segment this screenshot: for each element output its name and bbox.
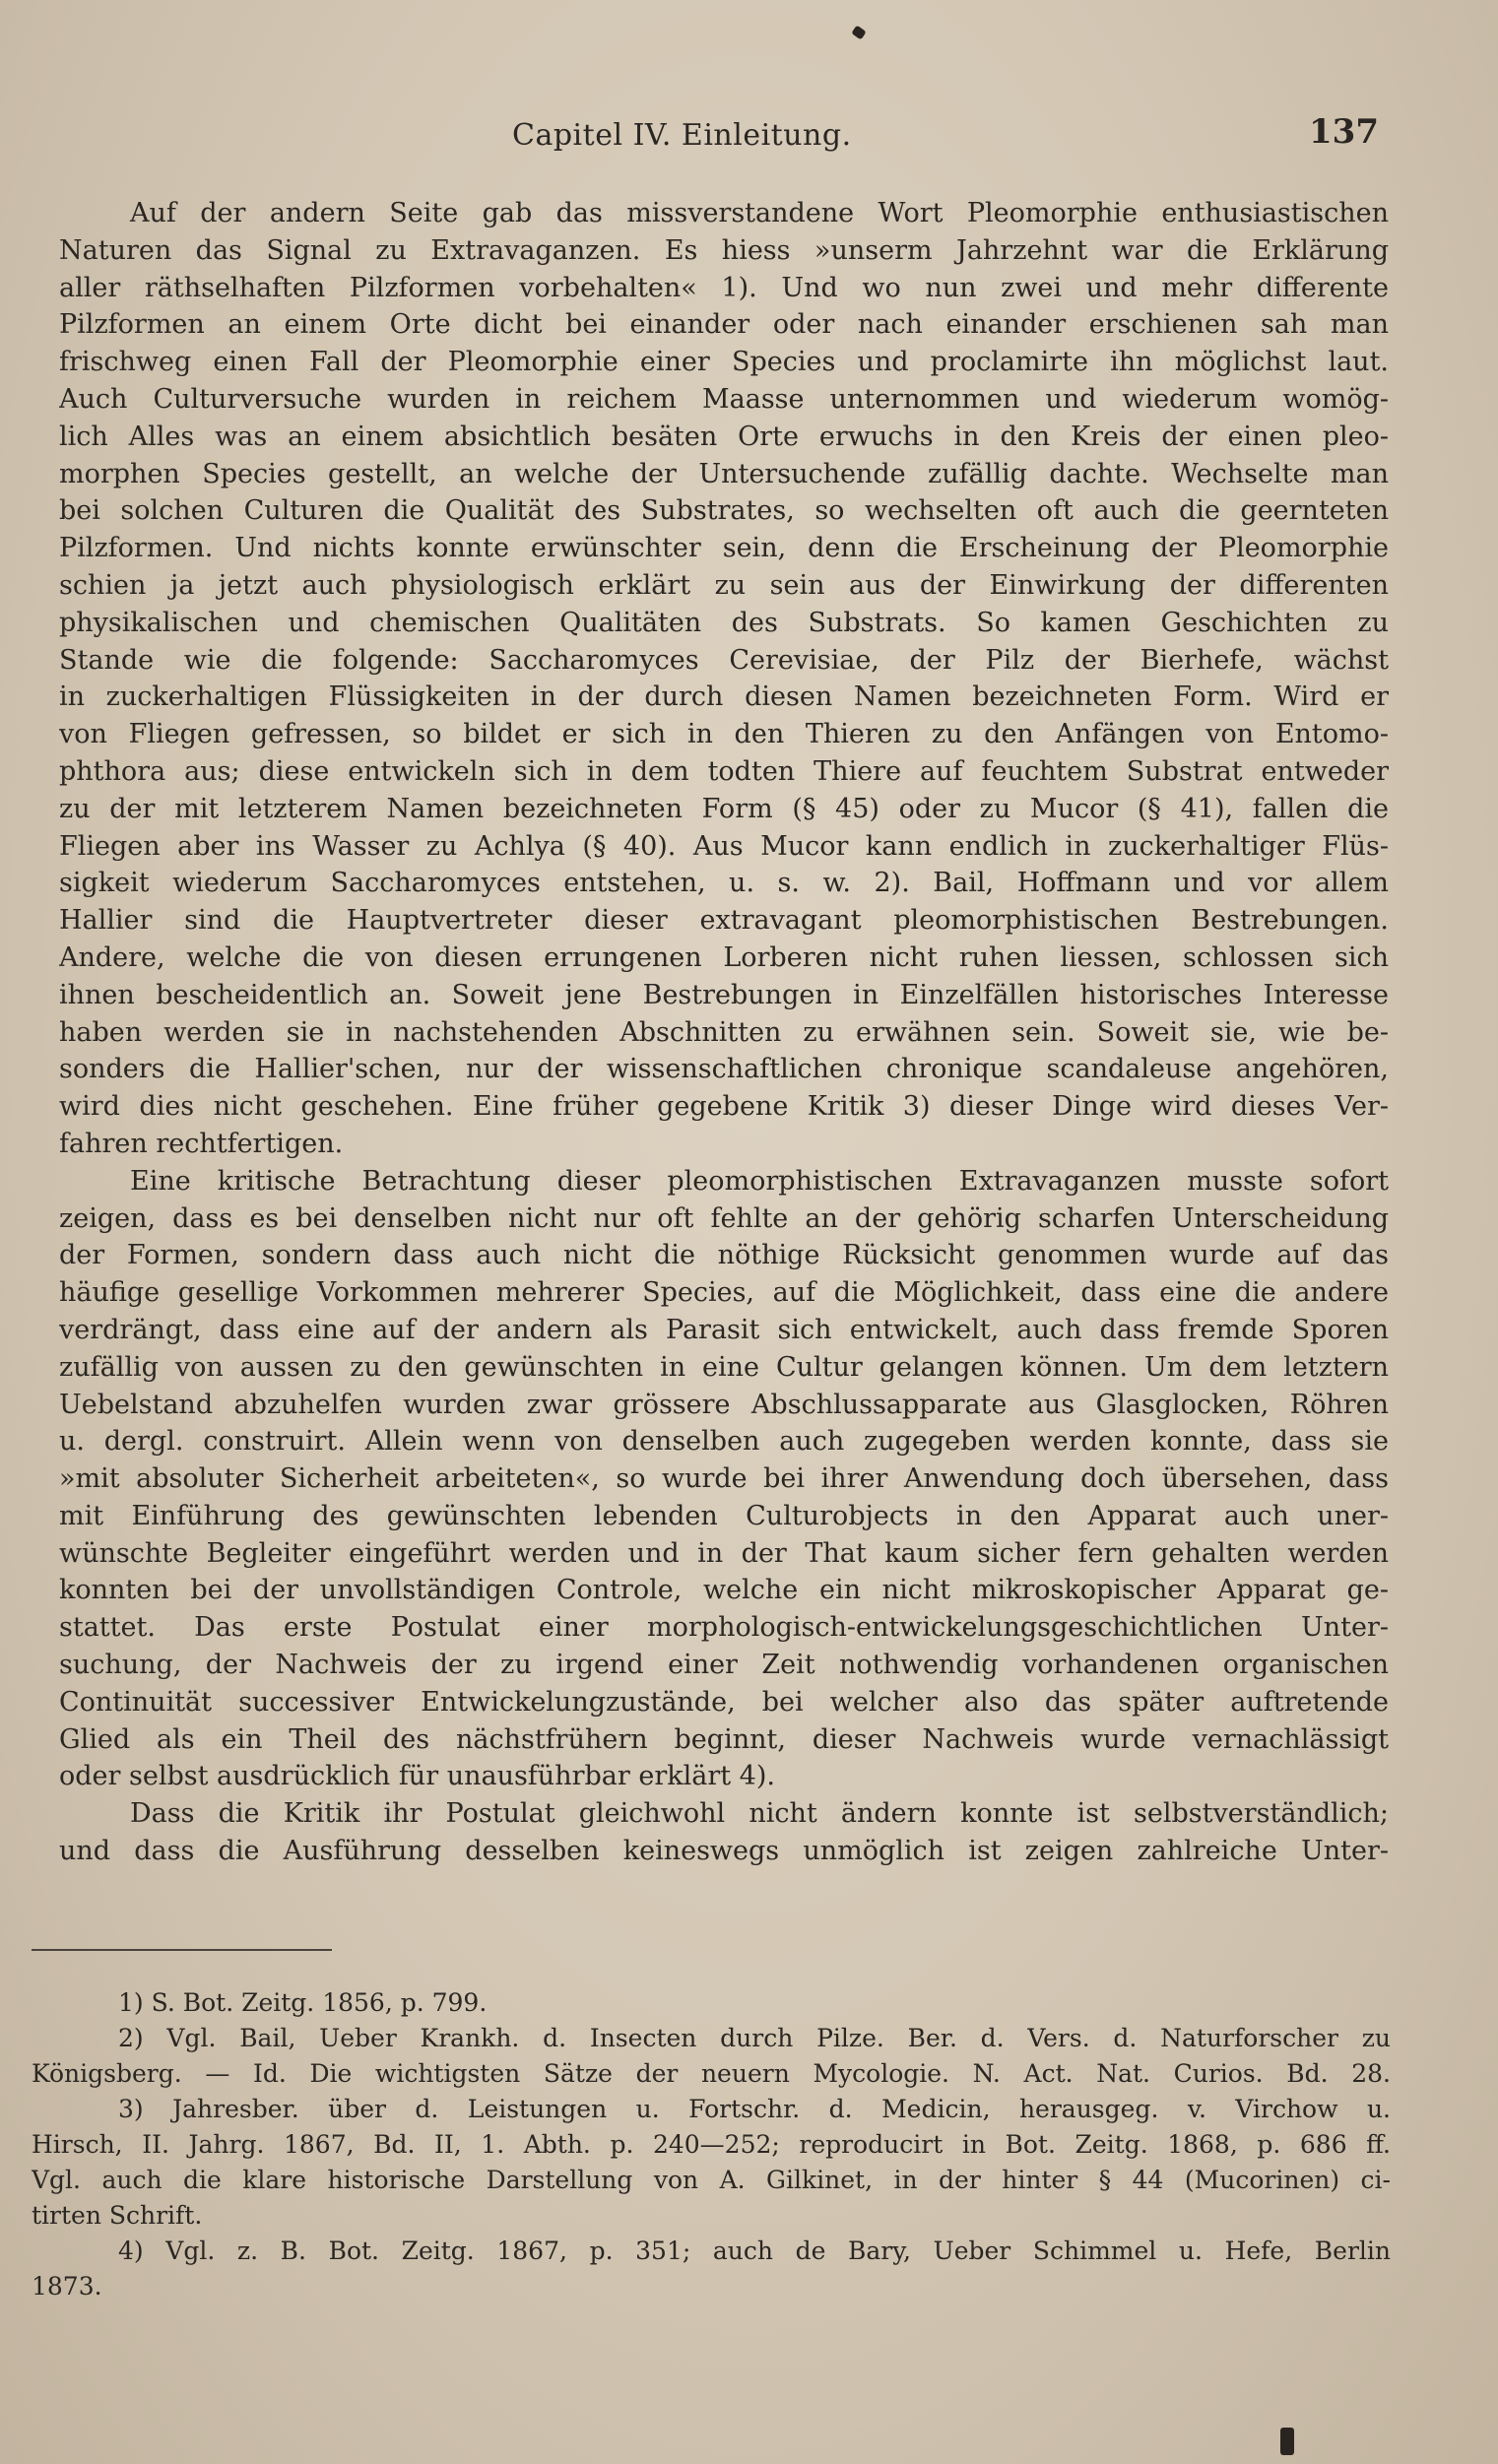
text-line: in zuckerhaltigen Flüssigkeiten in der durch diesen Namen bezeichneten Form. Wird er [59, 681, 1389, 713]
text-line: haben werden sie in nachstehenden Abschnitten zu erwähnen sein. Soweit sie, wie be- [59, 1016, 1389, 1048]
text-line: schien ja jetzt auch physiologisch erklärt zu sein aus der Einwirkung der differenten [59, 569, 1389, 601]
footnote-line: Hirsch, II. Jahrg. 1867, Bd. II, 1. Abth. p. 240—252; reproducirt in Bot. Zeitg. 1868, p. 686 ff. [32, 2130, 1391, 2159]
footnote-line: 1) S. Bot. Zeitg. 1856, p. 799. [118, 1988, 488, 2017]
text-line: suchung, der Nachweis der zu irgend einer Zeit nothwendig vorhandenen organischen [59, 1650, 1389, 1681]
text-line: ihnen bescheidentlich an. Soweit jene Bestrebungen in Einzelfällen historisches Interesse [59, 979, 1389, 1010]
text-line: u. dergl. construirt. Allein wenn von denselben auch zugegeben werden konnte, dass sie [59, 1426, 1389, 1458]
text-line: Pilzformen an einem Orte dicht bei einander oder nach einander erschienen sah man [59, 309, 1389, 341]
footnotes [32, 1985, 1391, 2304]
text-line: wird dies nicht geschehen. Eine früher gegebene Kritik 3) dieser Dinge wird dieses Ver- [59, 1091, 1389, 1123]
text-line: fahren rechtfertigen. [59, 1128, 344, 1159]
text-line: Andere, welche die von diesen errungenen Lorberen nicht ruhen liessen, schlossen sich [59, 941, 1389, 973]
text-line: wünschte Begleiter eingeführt werden und in der That kaum sicher fern gehalten werden [59, 1537, 1389, 1569]
text-line: der Formen, sondern dass auch nicht die nöthige Rücksicht genommen wurde auf das [59, 1240, 1389, 1271]
text-line: lich Alles was an einem absichtlich besäten Orte erwuchs in den Kreis der einen pleo- [59, 421, 1389, 452]
text-line: zeigen, dass es bei denselben nicht nur oft fehlte an der gehörig scharfen Unterscheidung [59, 1202, 1389, 1234]
text-line: Auf der andern Seite gab das missverstandene Wort Pleomorphie enthusiastischen [130, 198, 1389, 228]
text-line: morphen Species gestellt, an welche der Untersuchende zufällig dachte. Wechselte man [59, 458, 1389, 489]
text-line: mit Einführung des gewünschten lebenden Culturobjects in den Apparat auch uner- [59, 1500, 1389, 1531]
text-line: Fliegen aber ins Wasser zu Achlya (§ 40). Aus Mucor kann endlich in zuckerhaltiger Flüs- [59, 830, 1389, 862]
text-line: Continuität successiver Entwickelungzustände, bei welcher also das später auftretende [59, 1686, 1389, 1718]
text-line: von Fliegen gefressen, so bildet er sich in den Thieren zu den Anfängen von Entomo- [59, 719, 1389, 750]
ink-speck-top [851, 25, 867, 39]
text-line: sonders die Hallier'schen, nur der wissenschaftlichen chronique scandaleuse angehören, [59, 1054, 1389, 1085]
page-number: 137 [1309, 112, 1379, 152]
footnote-line: Vgl. auch die klare historische Darstellung von A. Gilkinet, in der hinter § 44 (Mucorinen) ci- [32, 2166, 1391, 2194]
footnote-line: Königsberg. — Id. Die wichtigsten Sätze der neuern Mycologie. N. Act. Nat. Curios. Bd. 28. [32, 2059, 1391, 2088]
text-line: Dass die Kritik ihr Postulat gleichwohl nicht ändern konnte ist selbstverständlich; [130, 1798, 1389, 1830]
footnote-line: 4) Vgl. z. B. Bot. Zeitg. 1867, p. 351; auch de Bary, Ueber Schimmel u. Hefe, Berlin [118, 2237, 1391, 2265]
text-line: Glied als ein Theil des nächstfrühern beginnt, dieser Nachweis wurde vernachlässigt [59, 1723, 1389, 1755]
footnote-line: tirten Schrift. [32, 2201, 203, 2230]
footnote-rule [32, 1949, 332, 1951]
footnote-line: 2) Vgl. Bail, Ueber Krankh. d. Insecten durch Pilze. Ber. d. Vers. d. Naturforscher zu [118, 2024, 1391, 2052]
text-line: Eine kritische Betrachtung dieser pleomorphistischen Extravaganzen musste sofort [130, 1165, 1389, 1197]
text-line: verdrängt, dass eine auf der andern als Parasit sich entwickelt, auch dass fremde Sporen [59, 1314, 1389, 1345]
page-header [59, 110, 1389, 160]
text-line: oder selbst ausdrücklich für unausführbar erklärt 4). [59, 1761, 775, 1792]
text-line: Stande wie die folgende: Saccharomyces Cerevisiae, der Pilz der Bierhefe, wächst [59, 644, 1389, 676]
text-line: sigkeit wiederum Saccharomyces entstehen, u. s. w. 2). Bail, Hoffmann und vor allem [59, 868, 1389, 899]
text-line: »mit absoluter Sicherheit arbeiteten«, so wurde bei ihrer Anwendung doch übersehen, dass [59, 1463, 1389, 1495]
text-line: konnten bei der unvollständigen Controle, welche ein nicht mikroskopischer Apparat ge- [59, 1575, 1389, 1606]
footnote-line: 3) Jahresber. über d. Leistungen u. Fortschr. d. Medicin, herausgeg. v. Virchow u. [118, 2095, 1391, 2123]
text-line: phthora aus; diese entwickeln sich in dem todten Thiere auf feuchtem Substrat entweder [59, 755, 1389, 787]
footnote-line: 1873. [32, 2272, 102, 2301]
ink-speck-bottom [1280, 2428, 1294, 2455]
text-line: Hallier sind die Hauptvertreter dieser extravagant pleomorphistischen Bestrebungen. [59, 905, 1389, 937]
text-line: aller räthselhaften Pilzformen vorbehalten« 1). Und wo nun zwei und mehr differente [59, 272, 1389, 303]
text-line: häufige gesellige Vorkommen mehrerer Species, auf die Möglichkeit, dass eine die andere [59, 1277, 1389, 1309]
text-line: physikalischen und chemischen Qualitäten des Substrats. So kamen Geschichten zu [59, 607, 1389, 638]
running-title: Capitel IV. Einleitung. [512, 118, 852, 153]
text-line: und dass die Ausführung desselben keineswegs unmöglich ist zeigen zahlreiche Unter- [59, 1836, 1389, 1867]
text-line: zu der mit letzterem Namen bezeichneten Form (§ 45) oder zu Mucor (§ 41), fallen die [59, 793, 1389, 824]
text-line: Naturen das Signal zu Extravaganzen. Es hiess »unserm Jahrzehnt war die Erklärung [59, 234, 1389, 266]
text-line: stattet. Das erste Postulat einer morphologisch-entwickelungsgeschichtlichen Unter- [59, 1612, 1389, 1644]
text-line: Auch Culturversuche wurden in reichem Maasse unternommen und wiederum womög- [59, 383, 1389, 415]
body-text [59, 195, 1389, 1870]
text-line: zufällig von aussen zu den gewünschten in eine Cultur gelangen können. Um dem letztern [59, 1351, 1389, 1383]
text-line: frischweg einen Fall der Pleomorphie einer Species und proclamirte ihn möglichst laut. [59, 347, 1389, 378]
text-line: bei solchen Culturen die Qualität des Substrates, so wechselten oft auch die geernteten [59, 495, 1389, 527]
text-line: Pilzformen. Und nichts konnte erwünschter sein, denn die Erscheinung der Pleomorphie [59, 533, 1389, 564]
text-line: Uebelstand abzuhelfen wurden zwar grössere Abschlussapparate aus Glasglocken, Röhren [59, 1389, 1389, 1420]
